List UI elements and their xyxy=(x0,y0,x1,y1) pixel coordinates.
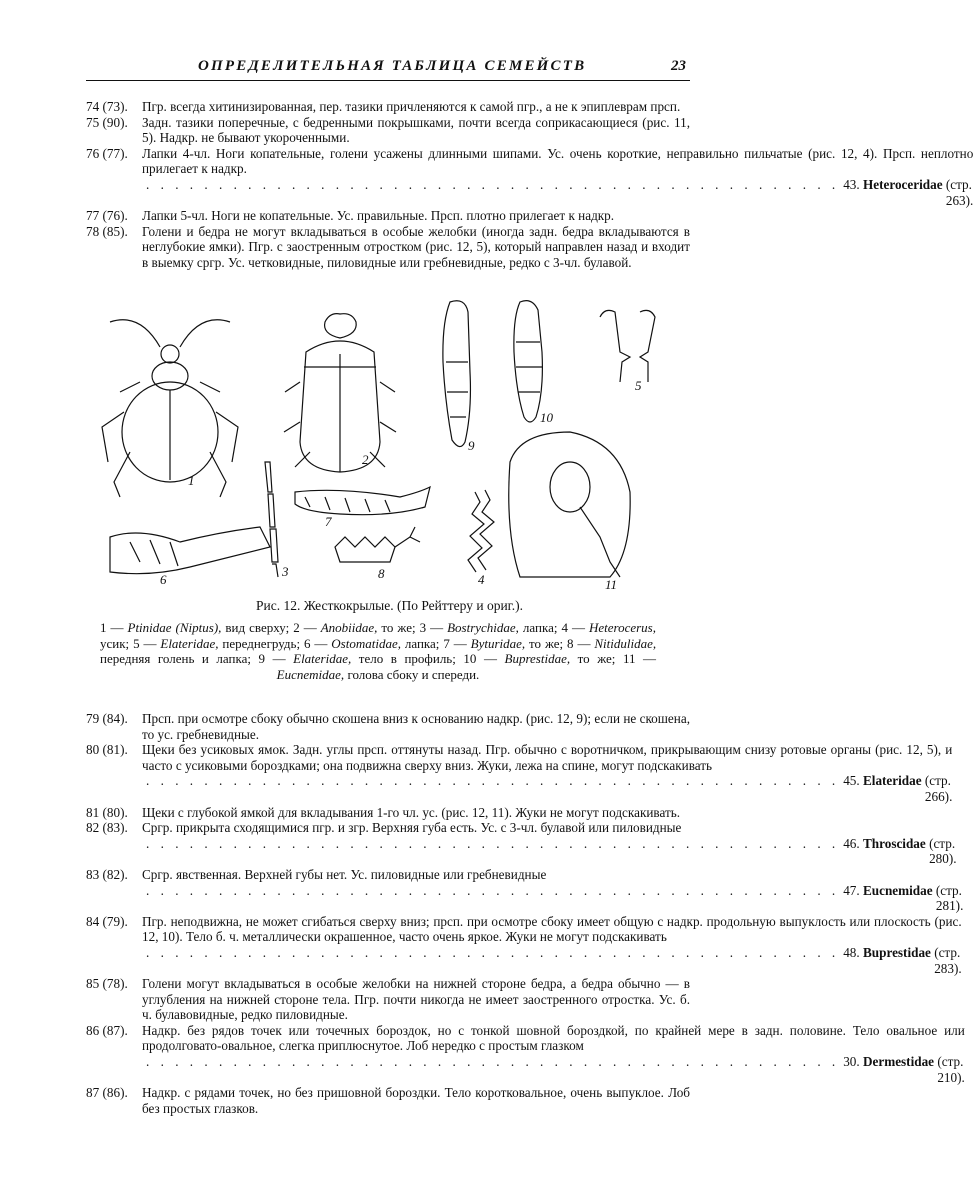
prosternum-elateridae-drawing xyxy=(600,310,655,382)
entry-result xyxy=(142,773,952,804)
family-ref: 45. xyxy=(843,773,860,789)
entry-number: 84 (79). xyxy=(86,913,128,929)
figure-label: 1 xyxy=(188,473,195,488)
entry-text: Надкр. с рядами точек, но без пришовной бороздки. Тело коротковальное, очень выпуклое. Лоб без простых глазков. xyxy=(142,1085,690,1116)
key-entry xyxy=(86,866,964,914)
legend-item: 1 — Ptinidae (Niptus), вид сверху; xyxy=(100,620,294,635)
legend-item: 4 — Heterocerus, усик; xyxy=(100,620,656,651)
key-entry xyxy=(86,820,957,867)
entry-text: Голени и бедра не могут вкладываться в особые желобки (иногда задн. бедра вкладываются в неглубокие ямки). Пгр. с заостренным отростком (рис. 12, 5), который направлен назад и входит в выемку сргр. Ус. четковидные, пиловидные или гребневидные, редко с 3-чл. булавой. xyxy=(142,223,690,270)
family-name: Dermestidae xyxy=(862,1054,935,1070)
family-page: (стр. 280). xyxy=(929,835,957,867)
key-entry xyxy=(86,1022,965,1085)
family-name: Eucnemidae xyxy=(862,882,933,898)
entry-text: Щеки без усиковых ямок. Задн. углы прсп. оттянуты назад. Пгр. обычно с воротничком, прикрывающим снизу ротовые органы (рис. 12, 5), и часто с усиковыми бороздками; она подвижна сверху вниз. Жуки, лежа на спине, могут подскакивать xyxy=(142,742,953,773)
figure-label: 9 xyxy=(468,438,475,453)
tarsus-byturidae-drawing xyxy=(295,487,430,515)
beetle-elateridae-profile-drawing xyxy=(443,301,471,447)
key-entry xyxy=(86,742,953,804)
entry-result xyxy=(142,945,962,976)
entry-result xyxy=(142,836,957,867)
legend-item: 7 — Byturidae, то же; xyxy=(443,635,568,651)
entry-text: Лапки 5-чл. Ноги не копательные. Ус. правильные. Прсп. плотно прилегает к надкр. xyxy=(142,208,615,224)
entry-number: 83 (82). xyxy=(86,866,128,882)
page-header xyxy=(86,58,690,81)
entry-text: Голени могут вкладываться в особые желобки на нижней стороне бедра, а бедра обычно — в углубления на нижней стороне тела. Пгр. почти никогда не имеет заостренного отростка. Ус. б. ч. булавовидные, редко пиловидные. xyxy=(142,976,690,1023)
entry-number: 78 (85). xyxy=(86,223,128,239)
legend-item: 5 — Elateridae, переднегрудь; xyxy=(133,635,304,651)
key-entry xyxy=(86,711,690,742)
key-entry xyxy=(86,208,690,224)
key-entry xyxy=(86,145,973,208)
legend-item: 2 — Anobiidae, то же; xyxy=(293,620,420,635)
key-entry xyxy=(86,1085,690,1116)
leader-dots xyxy=(146,773,839,789)
entry-text: Сргр. явственная. Верхней губы нет. Ус. пиловидные или гребневидные xyxy=(142,866,547,882)
entry-text: Лапки 4-чл. Ноги копательные, голени усажены длинными шипами. Ус. очень короткие, неправильно пильчатые (рис. 12, 4). Прсп. неплотно прилегает к надкр. xyxy=(142,145,973,177)
figure-12-beetle-drawings xyxy=(100,292,660,592)
key-entry xyxy=(86,99,690,115)
beetle-buprestidae-profile-drawing xyxy=(514,301,543,422)
entry-text: Пгр. всегда хитинизированная, пер. тазики причленяются к самой пгр., а не к эпиплеврам прсп. xyxy=(142,99,681,114)
entry-number: 74 (73). xyxy=(86,99,128,114)
page-number: 23 xyxy=(671,58,686,74)
tarsus-bostrychidae-drawing xyxy=(265,462,278,577)
entry-number: 86 (87). xyxy=(86,1022,128,1038)
entry-number: 80 (81). xyxy=(86,742,128,758)
entry-number: 82 (83). xyxy=(86,820,128,836)
family-ref: 43. xyxy=(843,176,860,192)
entry-number: 81 (80). xyxy=(86,804,128,820)
legend-item: 8 — Nitidulidae, передняя голень и лапка; xyxy=(100,635,657,666)
key-entry xyxy=(86,913,962,976)
figure-caption: Рис. 12. Жесткокрылые. (По Рейттеру и ориг.). xyxy=(256,598,523,613)
legend-item: 10 — Buprestidae, то же; xyxy=(463,651,623,666)
leader-dots xyxy=(146,883,839,899)
family-ref: 46. xyxy=(843,835,860,851)
entry-text: Пгр. неподвижна, не может сгибаться сверху вниз; прсп. при осмотре сбоку имеет общую с надкр. продольную выпуклость или плоскость (рис. 12, 10). Тело б. ч. металлически окрашенное, часто очень яркое. Жуки не могут подскакивать xyxy=(142,913,962,945)
leader-dots xyxy=(146,1054,839,1070)
running-title: ОПРЕДЕЛИТЕЛЬНАЯ ТАБЛИЦА СЕМЕЙСТВ xyxy=(198,58,587,74)
leader-dots xyxy=(146,177,839,193)
key-entries-top xyxy=(86,99,973,271)
family-name: Throscidae xyxy=(862,835,926,851)
entry-text: Надкр. без рядов точек или точечных бороздок, но с тонкой шовной бороздкой, по крайней мере в задн. половине. Тело овальное или продолговато-овальное, слегка приплюснутое. Лоб нередко с простым глазком xyxy=(142,1022,965,1054)
family-name: Elateridae xyxy=(862,773,922,789)
beetle-anobiidae-drawing xyxy=(284,314,396,472)
entry-text: Прсп. при осмотре сбоку обычно скошена вниз к основанию надкр. (рис. 12, 9); если не скошена, то ус. гребневидные. xyxy=(142,711,690,742)
entry-result xyxy=(142,177,973,208)
family-ref: 47. xyxy=(843,882,860,898)
family-page: (стр. 266). xyxy=(924,773,953,804)
family-ref: 48. xyxy=(843,944,860,960)
figure-label: 2 xyxy=(362,452,369,467)
legend-item: 11 — Eucnemidae, голова сбоку и спереди. xyxy=(276,651,657,682)
entry-number: 79 (84). xyxy=(86,711,128,726)
entry-number: 75 (90). xyxy=(86,114,128,130)
entry-number: 85 (78). xyxy=(86,976,128,992)
family-page: (стр. 263). xyxy=(945,176,973,208)
leader-dots xyxy=(146,836,839,852)
family-page: (стр. 283). xyxy=(934,944,962,976)
entry-result xyxy=(142,1054,965,1085)
legend-item: 3 — Bostrychidae, лапка; xyxy=(419,620,562,635)
family-name: Buprestidae xyxy=(862,944,931,960)
figure-label: 8 xyxy=(378,566,385,581)
legend-item: 9 — Elateridae, тело в профиль; xyxy=(258,651,464,666)
figure-label: 11 xyxy=(605,577,618,592)
family-page: (стр. 210). xyxy=(937,1054,965,1085)
antenna-heterocerus-drawing xyxy=(468,490,494,572)
figure-label: 7 xyxy=(325,514,332,529)
figure-legend xyxy=(100,620,656,682)
tarsus-ostomatidae-drawing xyxy=(110,527,270,574)
family-page: (стр. 281). xyxy=(935,882,964,914)
entry-text: Задн. тазики поперечные, с бедренными покрышками, почти всегда соприкасающиеся (рис. 11, 5). Надкр. не бывают укороченными. xyxy=(142,114,690,146)
beetle-ptinidae-drawing xyxy=(102,320,238,497)
family-ref: 30. xyxy=(843,1054,860,1070)
entry-result xyxy=(142,883,963,914)
key-entries-bottom xyxy=(86,711,965,1116)
key-entry xyxy=(86,224,690,271)
key-entry xyxy=(86,115,690,146)
entry-number: 76 (77). xyxy=(86,145,128,161)
entry-number: 77 (76). xyxy=(86,208,128,224)
entry-text: Сргр. прикрыта сходящимися пгр. и згр. Верхняя губа есть. Ус. с 3-чл. булавой или пиловидные xyxy=(142,820,682,836)
entry-number: 87 (86). xyxy=(86,1085,128,1101)
figure-label: 4 xyxy=(478,572,485,587)
figure-label: 10 xyxy=(540,410,553,425)
leader-dots xyxy=(146,945,839,961)
figure-label: 3 xyxy=(282,564,289,579)
tibia-nitidulidae-drawing xyxy=(335,527,420,562)
entry-text: Щеки с глубокой ямкой для вкладывания 1-го чл. ус. (рис. 12, 11). Жуки не могут подскакивать. xyxy=(142,804,681,820)
family-name: Heteroceridae xyxy=(862,176,943,192)
head-eucnemidae-drawing xyxy=(509,432,630,577)
figure-label: 5 xyxy=(635,378,642,393)
figure-label: 6 xyxy=(160,572,167,587)
legend-item: 6 — Ostomatidae, лапка; xyxy=(303,635,444,651)
key-entry xyxy=(86,805,690,821)
key-entry xyxy=(86,976,690,1023)
